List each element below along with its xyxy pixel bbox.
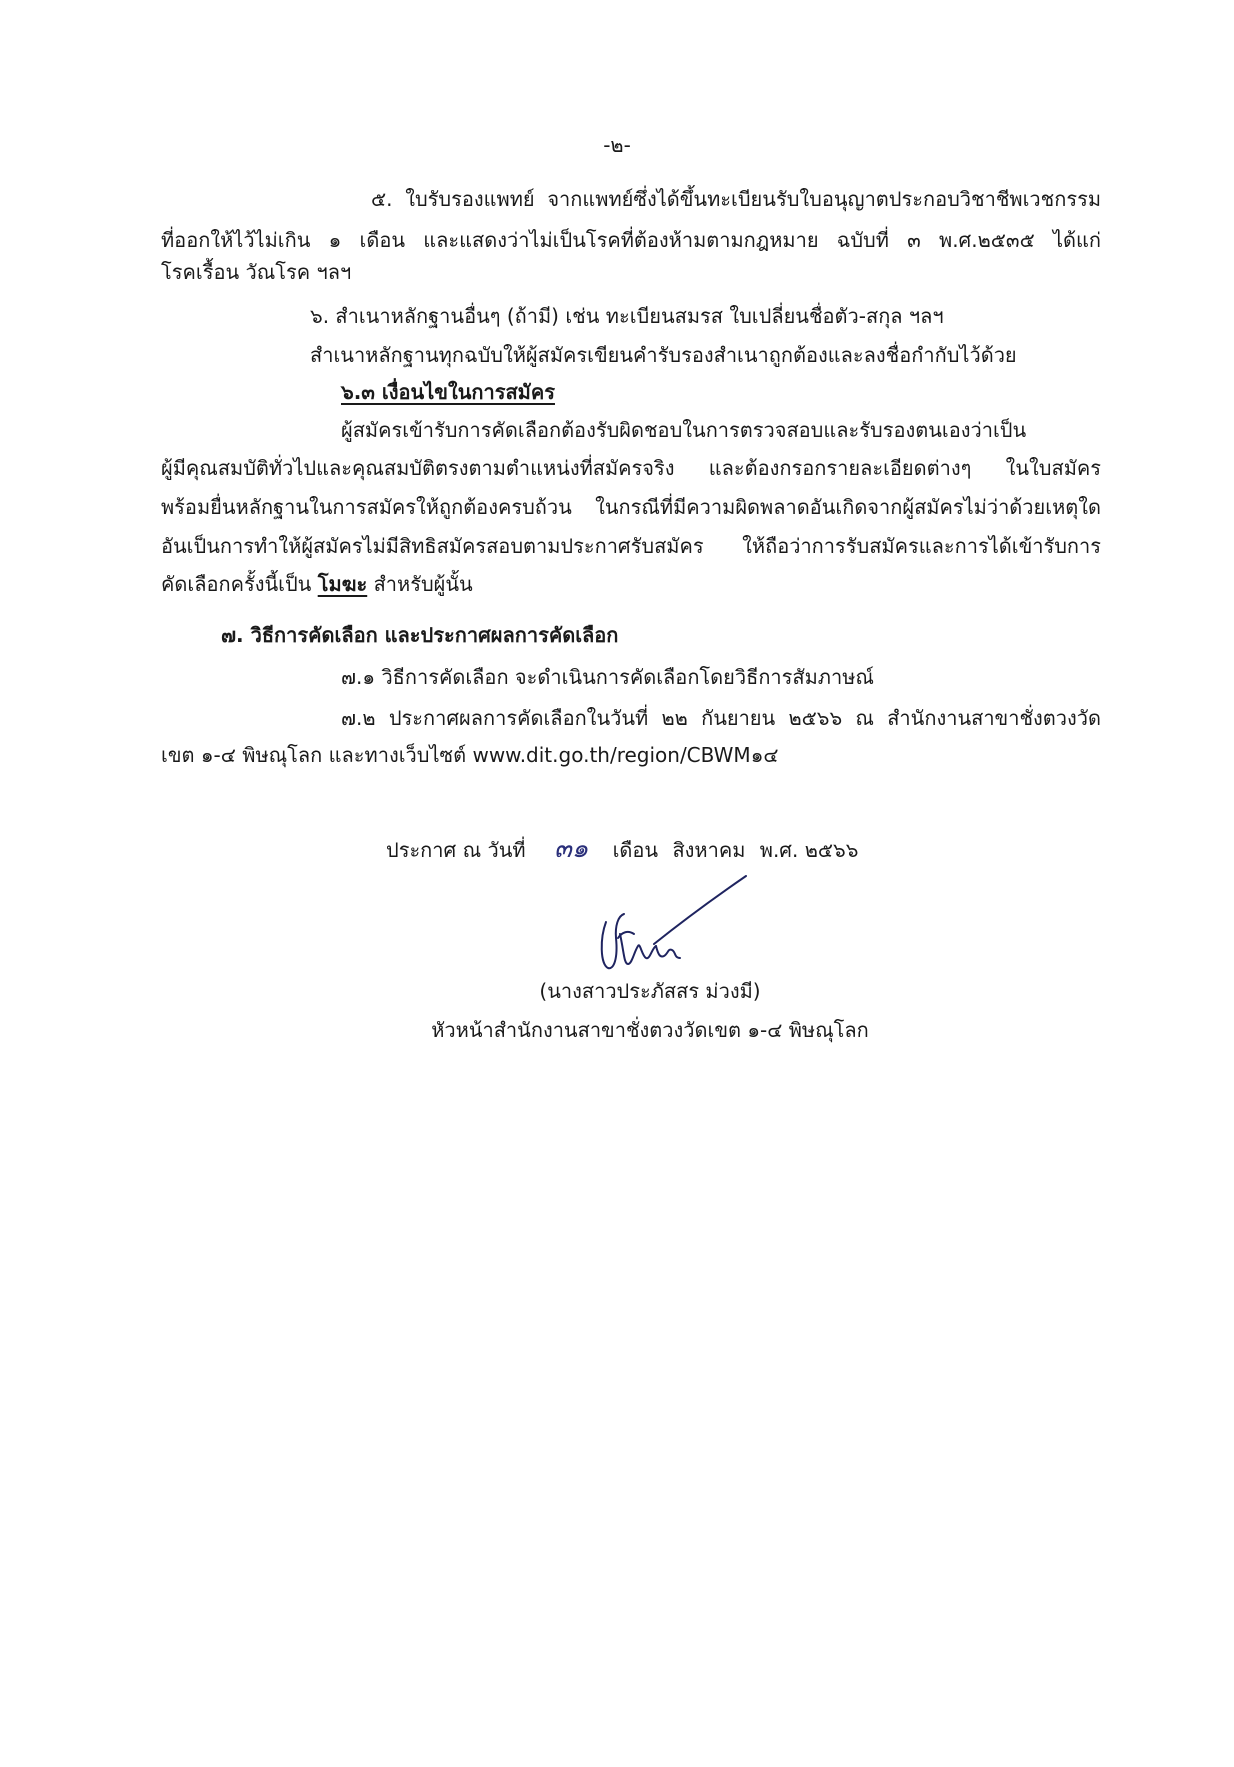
item5-line1: ๕. ใบรับรองแพทย์ จากแพทย์ซึ่งได้ขึ้นทะเบียนรับใบอนุญาตประกอบวิชาชีพเวชกรรม <box>371 187 1101 211</box>
section63-line1: ผู้สมัครเข้ารับการคัดเลือกต้องรับผิดชอบในการตรวจสอบและรับรองตนเองว่าเป็น <box>341 418 1027 442</box>
announcement-year: พ.ศ. ๒๕๖๖ <box>759 838 859 862</box>
item6-note: สำเนาหลักฐานทุกฉบับให้ผู้สมัครเขียนคำรับรองสำเนาถูกต้องและลงชื่อกำกับไว้ด้วย <box>310 343 1017 367</box>
item72-line2: เขต ๑-๔ พิษณุโลก และทางเว็บไซต์ www.dit.go.th/region/CBWM๑๔ <box>161 743 779 767</box>
item5-line3: โรคเรื้อน วัณโรค ฯลฯ <box>161 260 352 284</box>
section63-line3: พร้อมยื่นหลักฐานในการสมัครให้ถูกต้องครบถ้วน ในกรณีที่มีความผิดพลาดอันเกิดจากผู้สมัครไม่ว่าด้วยเหตุใด <box>161 495 1101 519</box>
announcement-month: สิงหาคม <box>672 838 746 862</box>
section63-line4: อันเป็นการทำให้ผู้สมัครไม่มีสิทธิสมัครสอบตามประกาศรับสมัคร ให้ถือว่าการรับสมัครและการได้เข้ารับการ <box>161 534 1101 558</box>
announcement-date <box>386 835 858 864</box>
signature-image <box>594 872 754 982</box>
announcement-prefix: ประกาศ ณ วันที่ <box>386 838 526 862</box>
announcement-month-label: เดือน <box>612 838 659 862</box>
item6-line1: ๖. สำเนาหลักฐานอื่นๆ (ถ้ามี) เช่น ทะเบียนสมรส ใบเปลี่ยนชื่อตัว-สกุล ฯลฯ <box>310 304 944 328</box>
section63-last-post: สำหรับผู้นั้น <box>373 572 473 596</box>
void-word: โมฆะ <box>317 572 368 596</box>
item5-line2: ที่ออกให้ไว้ไม่เกิน ๑ เดือน และแสดงว่าไม่เป็นโรคที่ต้องห้ามตามกฎหมาย ฉบับที่ ๓ พ.ศ.๒๕๓๕ ได้แก่ <box>161 228 1101 252</box>
item72-line1: ๗.๒ ประกาศผลการคัดเลือกในวันที่ ๒๒ กันยายน ๒๕๖๖ ณ สำนักงานสาขาชั่งตวงวัด <box>341 706 1101 730</box>
section63-line5 <box>161 570 473 598</box>
section63-line2: ผู้มีคุณสมบัติทั่วไปและคุณสมบัติตรงตามตำแหน่งที่สมัครจริง และต้องกรอกรายละเอียดต่างๆ ในใบสมัคร <box>161 456 1101 480</box>
section63-last-pre: คัดเลือกครั้งนี้เป็น <box>161 572 312 596</box>
page-number: -๒- <box>603 133 631 157</box>
signatory-name: (นางสาวประภัสสร ม่วงมี) <box>539 979 761 1003</box>
item71: ๗.๑ วิธีการคัดเลือก จะดำเนินการคัดเลือกโดยวิธีการสัมภาษณ์ <box>341 665 874 689</box>
signatory-title: หัวหน้าสำนักงานสาขาชั่งตวงวัดเขต ๑-๔ พิษณุโลก <box>431 1018 869 1042</box>
section7-heading: ๗. วิธีการคัดเลือก และประกาศผลการคัดเลือก <box>221 623 619 647</box>
section63-heading: ๖.๓ เงื่อนไขในการสมัคร <box>341 380 555 404</box>
announcement-day: ๓๑ <box>553 834 589 864</box>
